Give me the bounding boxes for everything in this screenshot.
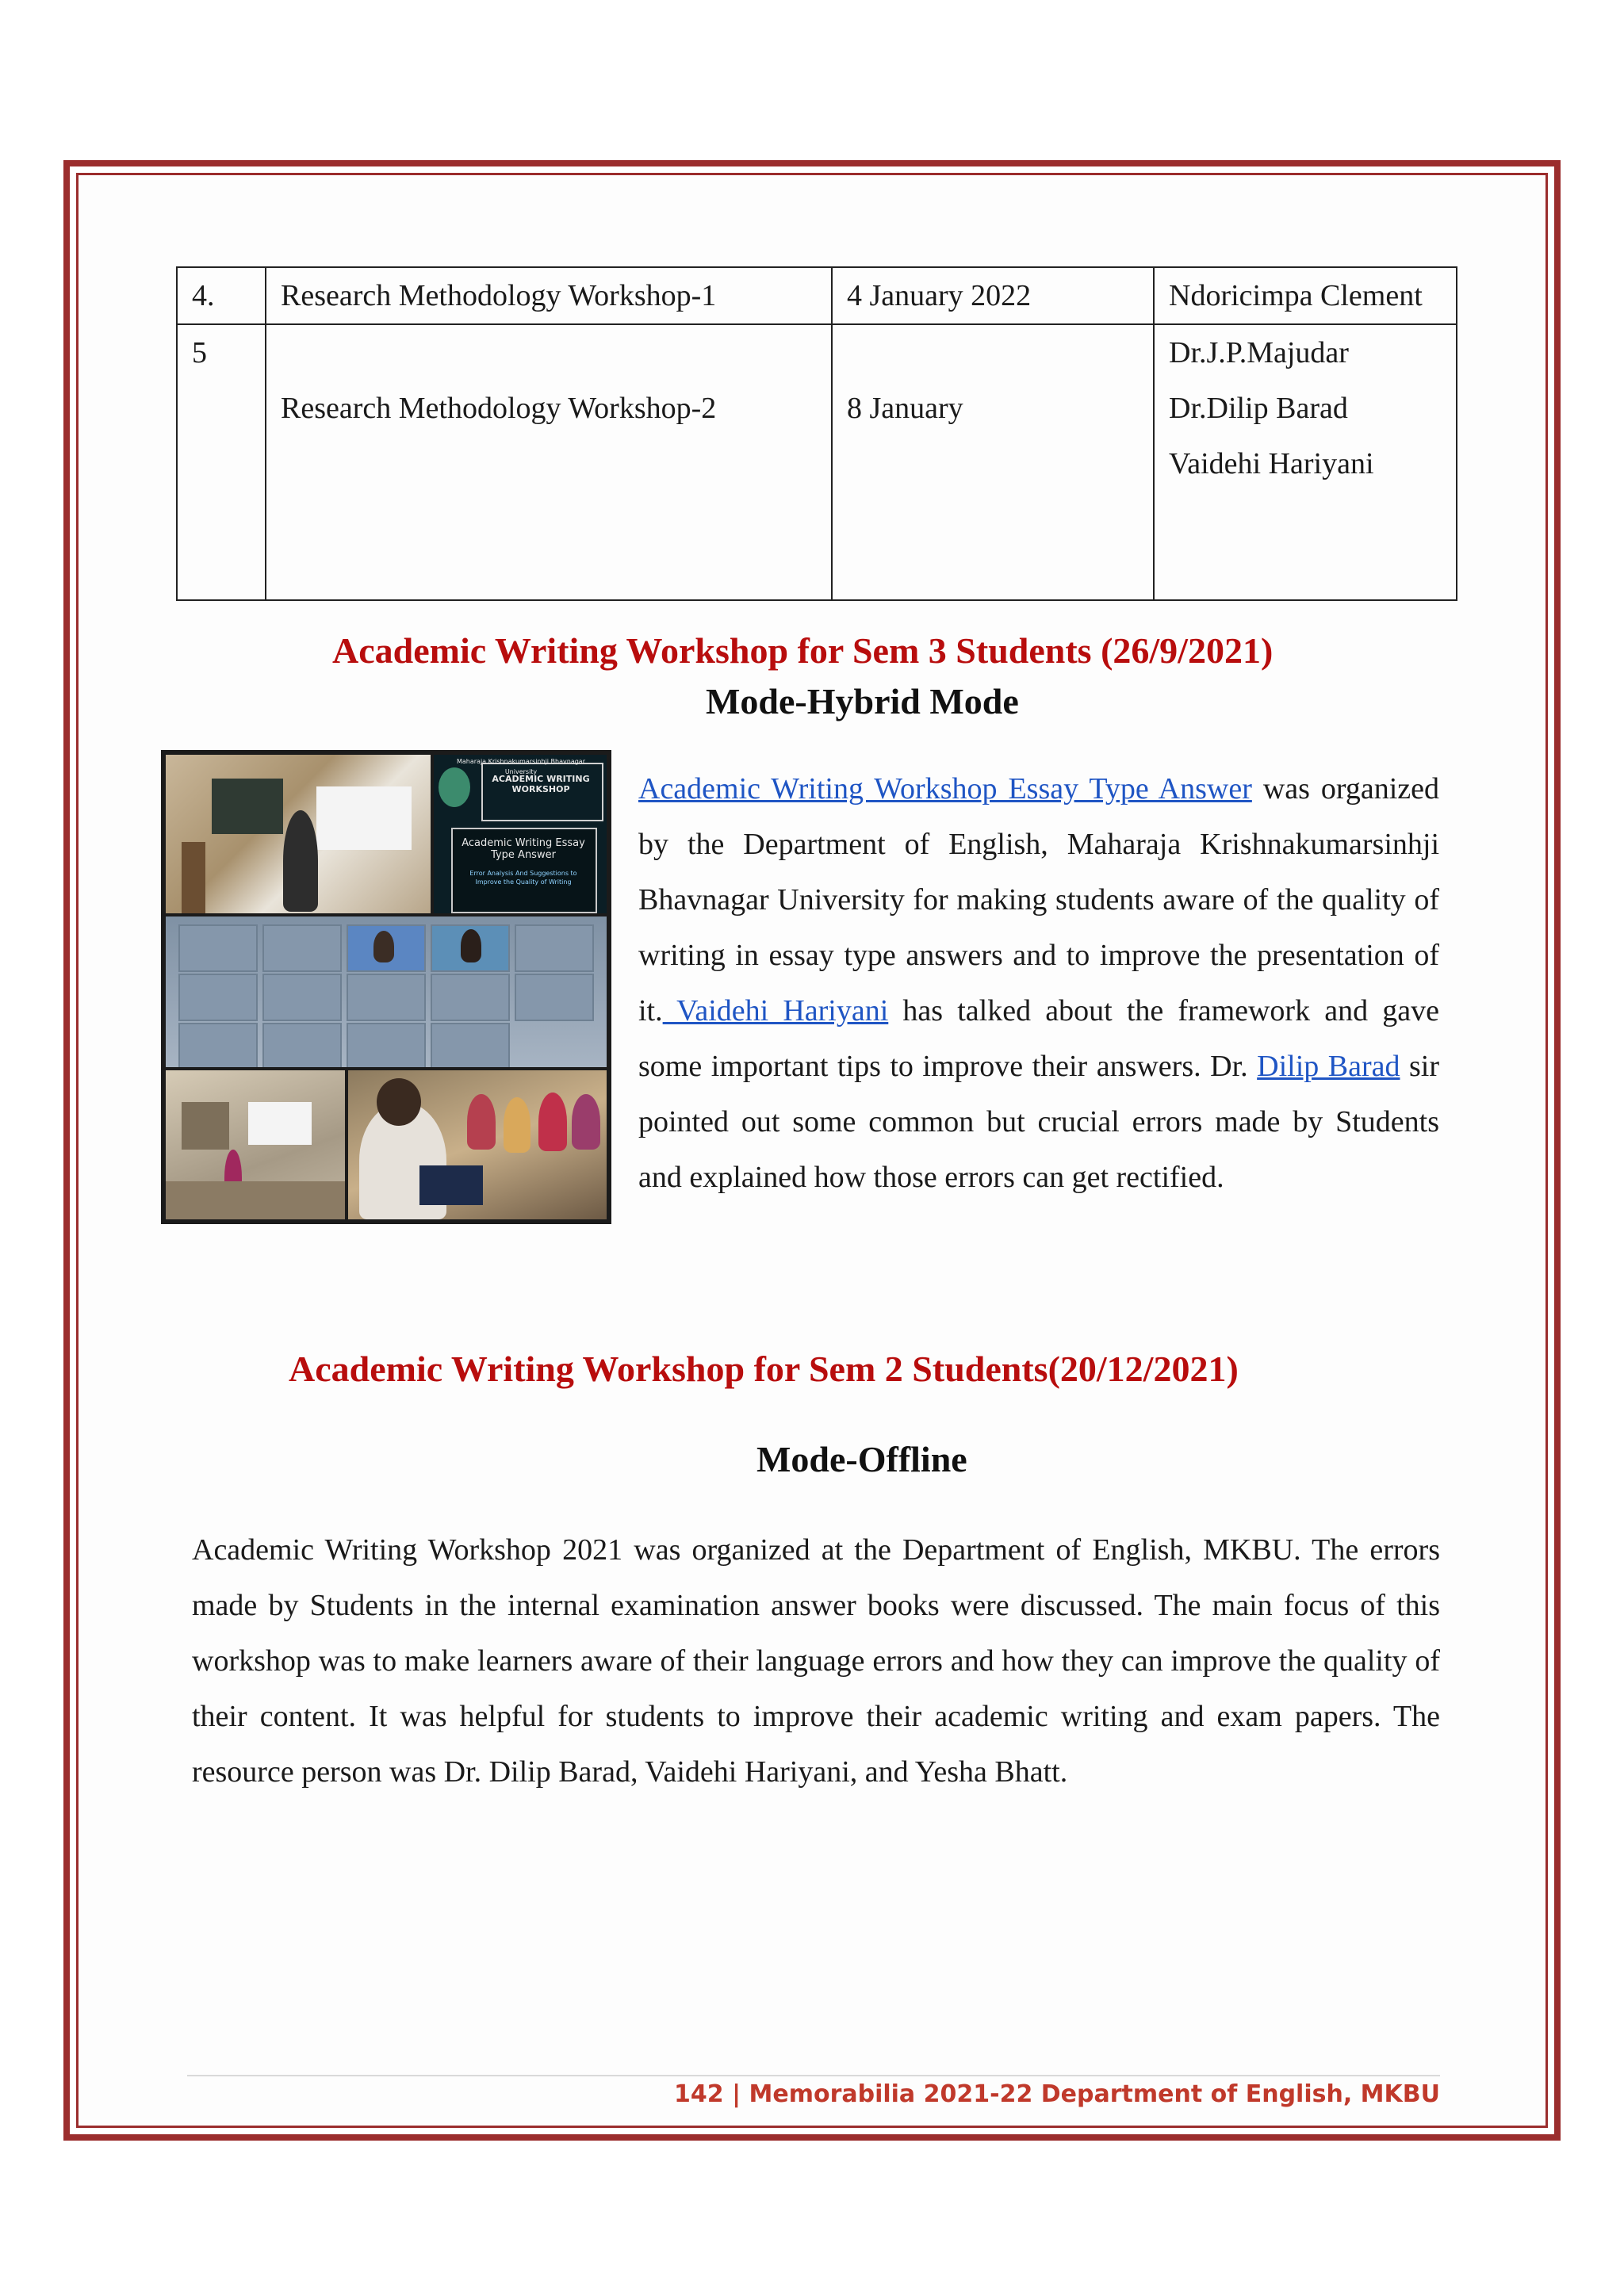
paragraph-text: has talked about the framework and gave some important tips to improve their answers. Dr.	[638, 994, 1439, 1083]
section2-heading: Academic Writing Workshop for Sem 2 Students(20/12/2021)	[289, 1349, 1239, 1389]
workshop-link[interactable]: Academic Writing Workshop Essay Type Answer	[638, 772, 1252, 806]
resource-person: Dr.J.P.Majudar	[1169, 336, 1349, 369]
row-number: 4.	[177, 267, 266, 324]
poster-title: ACADEMIC WRITING WORKSHOP	[492, 774, 590, 794]
classroom-photo	[166, 755, 431, 913]
workshop-photo-collage	[161, 750, 611, 1224]
paragraph-text: was organized by the Department of English, Maharaja Krishnakumarsinhji Bhavnagar University for making students aware of the quality of writing in essay type answers and to improve the presentation of it.	[638, 772, 1439, 1027]
dilip-barad-link[interactable]: Dilip Barad	[1257, 1050, 1400, 1083]
table-row	[177, 267, 1457, 324]
section1-heading: Academic Writing Workshop for Sem 3 Students (26/9/2021)	[332, 630, 1274, 671]
students-photo	[348, 1070, 607, 1219]
online-meeting-screenshot	[166, 916, 607, 1067]
resource-person: Ndoricimpa Clement	[1154, 267, 1457, 324]
section2-mode: Mode-Offline	[756, 1439, 967, 1479]
page-footer: 142 | Memorabilia 2021-22 Department of English, MKBU	[674, 2080, 1440, 2108]
section1-paragraph	[638, 761, 1439, 1205]
section1-mode: Mode-Hybrid Mode	[706, 681, 1019, 721]
workshop-title: Research Methodology Workshop-1	[266, 267, 832, 324]
resource-person: Vaidehi Hariyani	[1169, 447, 1374, 480]
poster-university: Maharaja Krishnakumarsinhji Bhavnagar University	[456, 758, 585, 775]
workshop-table	[176, 266, 1457, 601]
footer-divider	[187, 2075, 1440, 2076]
poster-topic: Error Analysis And Suggestions to Improve the Quality of Writing	[469, 870, 577, 886]
row-number: 5	[177, 324, 266, 600]
classroom-presentation-photo	[166, 1070, 345, 1219]
vaidehi-hariyani-link[interactable]: Vaidehi Hariyani	[662, 994, 889, 1027]
section2-paragraph: Academic Writing Workshop 2021 was organized at the Department of English, MKBU. The errors made by Students in the internal examination answer books were discussed. The main focus of this workshop was to make learners aware of their language errors and how they can improve the quality of their content. It was helpful for students to improve their academic writing and exam papers. The resource person was Dr. Dilip Barad, Vaidehi Hariyani, and Yesha Bhatt.	[192, 1533, 1440, 1789]
resource-persons	[1154, 324, 1457, 600]
workshop-date: 4 January 2022	[832, 267, 1154, 324]
table-row	[177, 324, 1457, 600]
poster-subtitle: Academic Writing Essay Type Answer	[462, 837, 585, 861]
paragraph-text: sir pointed out some common but crucial errors made by Students and explained how those errors can get rectified.	[638, 1050, 1440, 1194]
workshop-date: 8 January	[832, 324, 1154, 600]
workshop-poster	[434, 755, 607, 913]
workshop-title: Research Methodology Workshop-2	[266, 324, 832, 600]
resource-person: Dr.Dilip Barad	[1169, 392, 1348, 425]
